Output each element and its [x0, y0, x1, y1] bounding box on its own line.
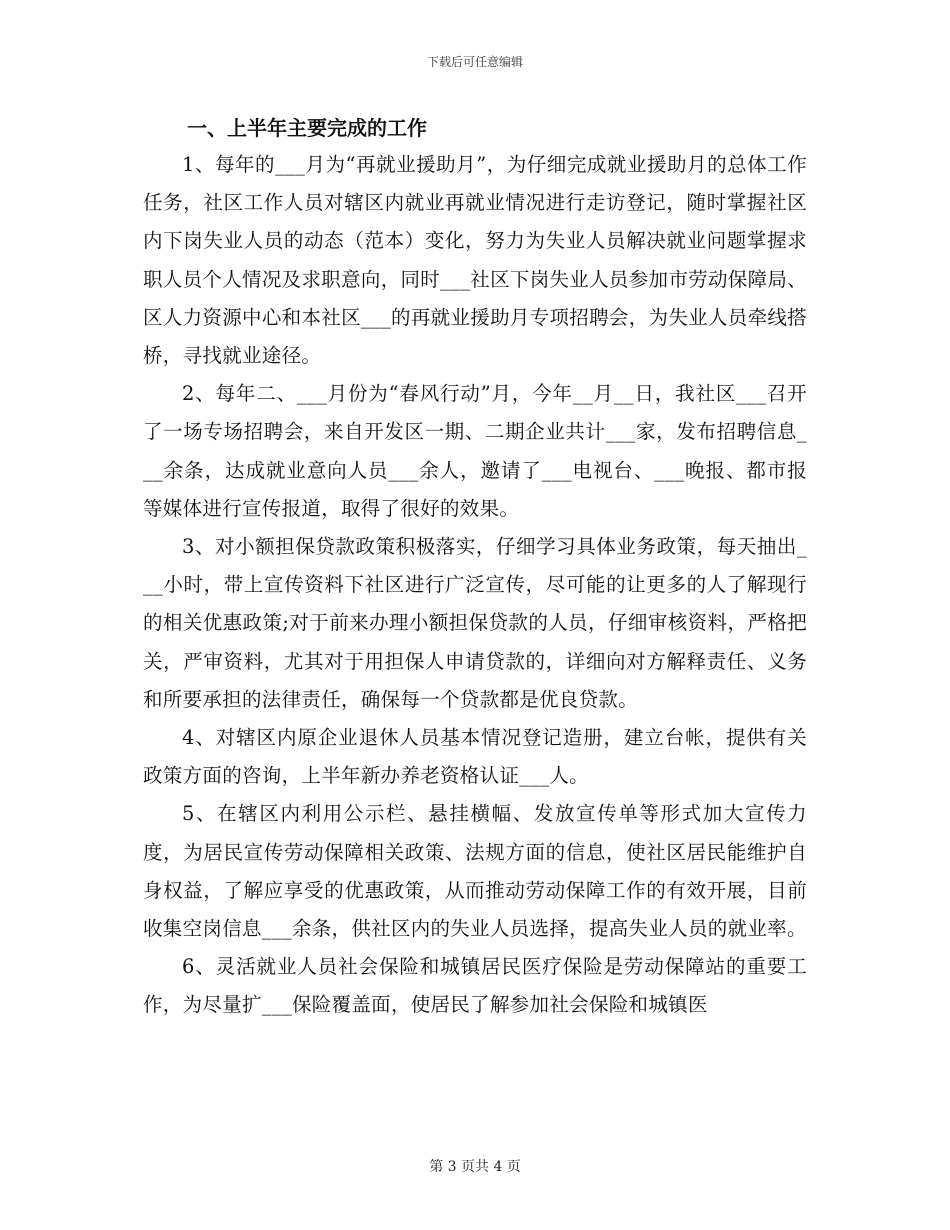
page-header-note: 下载后可任意编辑	[426, 55, 523, 69]
paragraph-6: 6、灵活就业人员社会保险和城镇居民医疗保险是劳动保障站的重要工作，为尽量扩___保险覆盖面，使居民了解参加社会保险和城镇医	[143, 955, 807, 1017]
document-body	[143, 110, 807, 1025]
paragraph-1: 1、每年的___月为“再就业援助月”，为仔细完成就业援助月的总体工作任务，社区工作人员对辖区内就业再就业情况进行走访登记，随时掌握社区内下岗失业人员的动态（范本）变化，努力为失业人员解决就业问题掌握求职人员个人情况及求职意向，同时___社区下岗失业人员参加市劳动保障局、区人力资源中心和本社区___的再就业援助月专项招聘会，为失业人员牵线搭桥，寻找就业途径。	[143, 153, 807, 368]
page-number: 第 3 页共 4 页	[429, 1159, 521, 1175]
paragraph-2: 2、每年二、___月份为“春风行动”月，今年__月__日，我社区___召开了一场专场招聘会，来自开发区一期、二期企业共计___家，发布招聘信息___余条，达成就业意向人员___余人，邀请了___电视台、___晚报、都市报等媒体进行宣传报道，取得了很好的效果。	[143, 382, 807, 520]
paragraph-4: 4、对辖区内原企业退休人员基本情况登记造册，建立台帐，提供有关政策方面的咨询，上半年新办养老资格认证___人。	[143, 726, 807, 788]
paragraph-5: 5、在辖区内利用公示栏、悬挂横幅、发放宣传单等形式加大宣传力度，为居民宣传劳动保障相关政策、法规方面的信息，使社区居民能维护自身权益，了解应享受的优惠政策，从而推动劳动保障工作的有效开展，目前收集空岗信息___余条，供社区内的失业人员选择，提高失业人员的就业率。	[143, 802, 807, 941]
paragraph-3: 3、对小额担保贷款政策积极落实，仔细学习具体业务政策，每天抽出___小时，带上宣传资料下社区进行广泛宣传，尽可能的让更多的人了解现行的相关优惠政策;对于前来办理小额担保贷款的人员，仔细审核资料，严格把关，严审资料，尤其对于用担保人申请贷款的，详细向对方解释责任、义务和所要承担的法律责任，确保每一个贷款都是优良贷款。	[143, 535, 807, 711]
section-heading: 一、上半年主要完成的工作	[187, 116, 427, 140]
